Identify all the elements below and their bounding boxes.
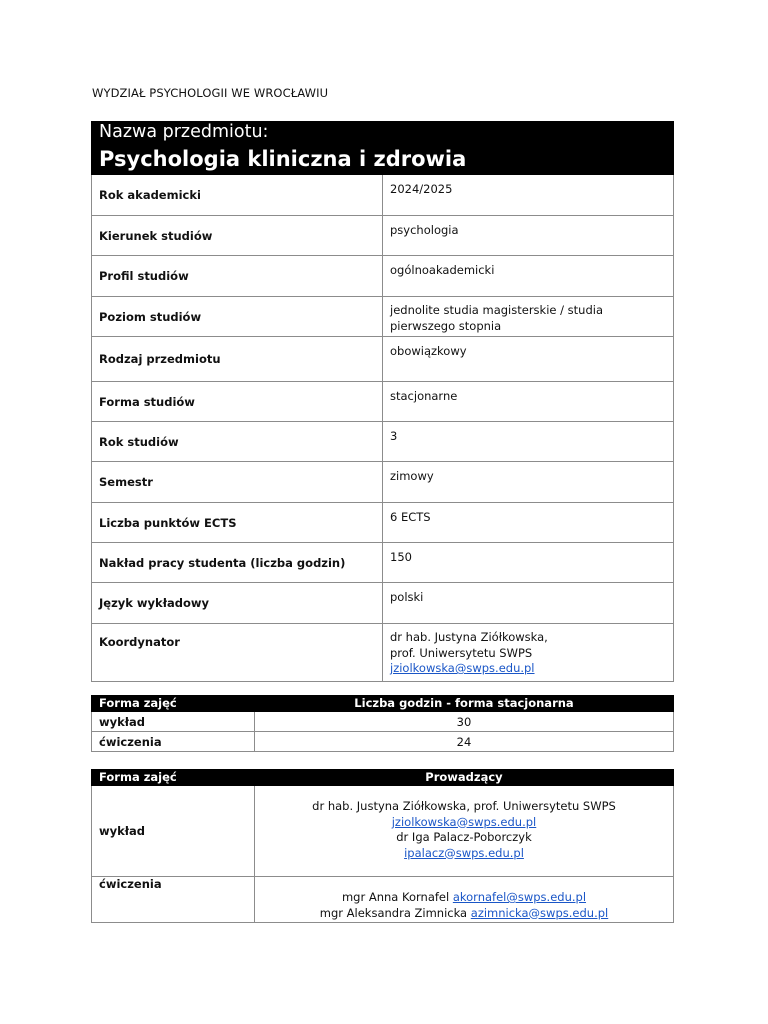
row-label: Forma studiów xyxy=(92,382,383,422)
table-row xyxy=(92,543,674,583)
row-label: Nakład pracy studenta (liczba godzin) xyxy=(92,543,383,583)
row-label: Rok studiów xyxy=(92,422,383,462)
row-value: polski xyxy=(383,583,674,624)
row-label: Profil studiów xyxy=(92,256,383,297)
table-row xyxy=(92,256,674,297)
row-value xyxy=(383,624,674,682)
form-cell: ćwiczenia xyxy=(92,877,255,923)
course-info-table xyxy=(91,121,674,682)
row-label: Semestr xyxy=(92,462,383,503)
teacher-email-link[interactable]: ipalacz@swps.edu.pl xyxy=(404,845,524,860)
coordinator-email-link[interactable]: jziolkowska@swps.edu.pl xyxy=(390,661,535,675)
row-value xyxy=(383,297,674,337)
table-row xyxy=(92,422,674,462)
row-value: zimowy xyxy=(383,462,674,503)
table-row xyxy=(92,297,674,337)
row-label: Koordynator xyxy=(92,624,383,682)
hours-table xyxy=(91,695,674,752)
teacher-cell xyxy=(255,877,674,923)
row-value: 3 xyxy=(383,422,674,462)
course-name-label: Nazwa przedmiotu: xyxy=(92,122,674,144)
col-header-form: Forma zajęć xyxy=(92,770,255,786)
table-row xyxy=(92,786,674,877)
row-value: obowiązkowy xyxy=(383,337,674,382)
teacher-email-link[interactable]: jziolkowska@swps.edu.pl xyxy=(391,814,537,829)
teacher-email-link[interactable]: akornafel@swps.edu.pl xyxy=(452,890,587,904)
value-line: prof. Uniwersytetu SWPS xyxy=(390,645,533,660)
table-row xyxy=(92,877,674,923)
row-label: Rok akademicki xyxy=(92,175,383,216)
row-label: Poziom studiów xyxy=(92,297,383,337)
table-row xyxy=(92,624,674,682)
table-row xyxy=(92,382,674,422)
faculty-header: WYDZIAŁ PSYCHOLOGII WE WROCŁAWIU xyxy=(92,86,329,100)
row-value: 150 xyxy=(383,543,674,583)
row-label: Kierunek studiów xyxy=(92,216,383,256)
table-row xyxy=(92,175,674,216)
col-header-teacher: Prowadzący xyxy=(255,770,674,786)
col-header-hours: Liczba godzin - forma stacjonarna xyxy=(255,696,674,712)
hours-cell: 24 xyxy=(255,732,674,752)
row-value: psychologia xyxy=(383,216,674,256)
teacher-name: mgr Anna Kornafel xyxy=(341,890,450,904)
row-value: ogólnoakademicki xyxy=(383,256,674,297)
hours-cell: 30 xyxy=(255,712,674,732)
teacher-email-link[interactable]: azimnicka@swps.edu.pl xyxy=(470,905,609,920)
table-row xyxy=(92,732,674,752)
teacher-cell xyxy=(255,786,674,877)
table-row xyxy=(92,462,674,503)
row-value: stacjonarne xyxy=(383,382,674,422)
table-row xyxy=(92,583,674,624)
col-header-form: Forma zajęć xyxy=(92,696,255,712)
teacher-name: dr Iga Palacz-Poborczyk xyxy=(396,830,532,844)
row-label: Rodzaj przedmiotu xyxy=(92,337,383,382)
table-row xyxy=(92,216,674,256)
teacher-name: mgr Aleksandra Zimnicka xyxy=(319,905,468,920)
row-value: 6 ECTS xyxy=(383,503,674,543)
table-row xyxy=(92,503,674,543)
table-row xyxy=(92,712,674,732)
row-label: Liczba punktów ECTS xyxy=(92,503,383,543)
teachers-table xyxy=(91,769,674,923)
table-row xyxy=(92,337,674,382)
row-label: Język wykładowy xyxy=(92,583,383,624)
form-cell: wykład xyxy=(92,786,255,877)
form-cell: wykład xyxy=(92,712,255,732)
value-line: jednolite studia magisterskie / studia xyxy=(390,303,603,317)
value-line: dr hab. Justyna Ziółkowska, xyxy=(390,630,548,644)
row-value: 2024/2025 xyxy=(383,175,674,216)
course-name: Psychologia kliniczna i zdrowia xyxy=(92,144,674,175)
form-cell: ćwiczenia xyxy=(92,732,255,752)
value-line: pierwszego stopnia xyxy=(390,318,502,333)
teacher-name: dr hab. Justyna Ziółkowska, prof. Uniwersytetu SWPS xyxy=(312,799,616,813)
